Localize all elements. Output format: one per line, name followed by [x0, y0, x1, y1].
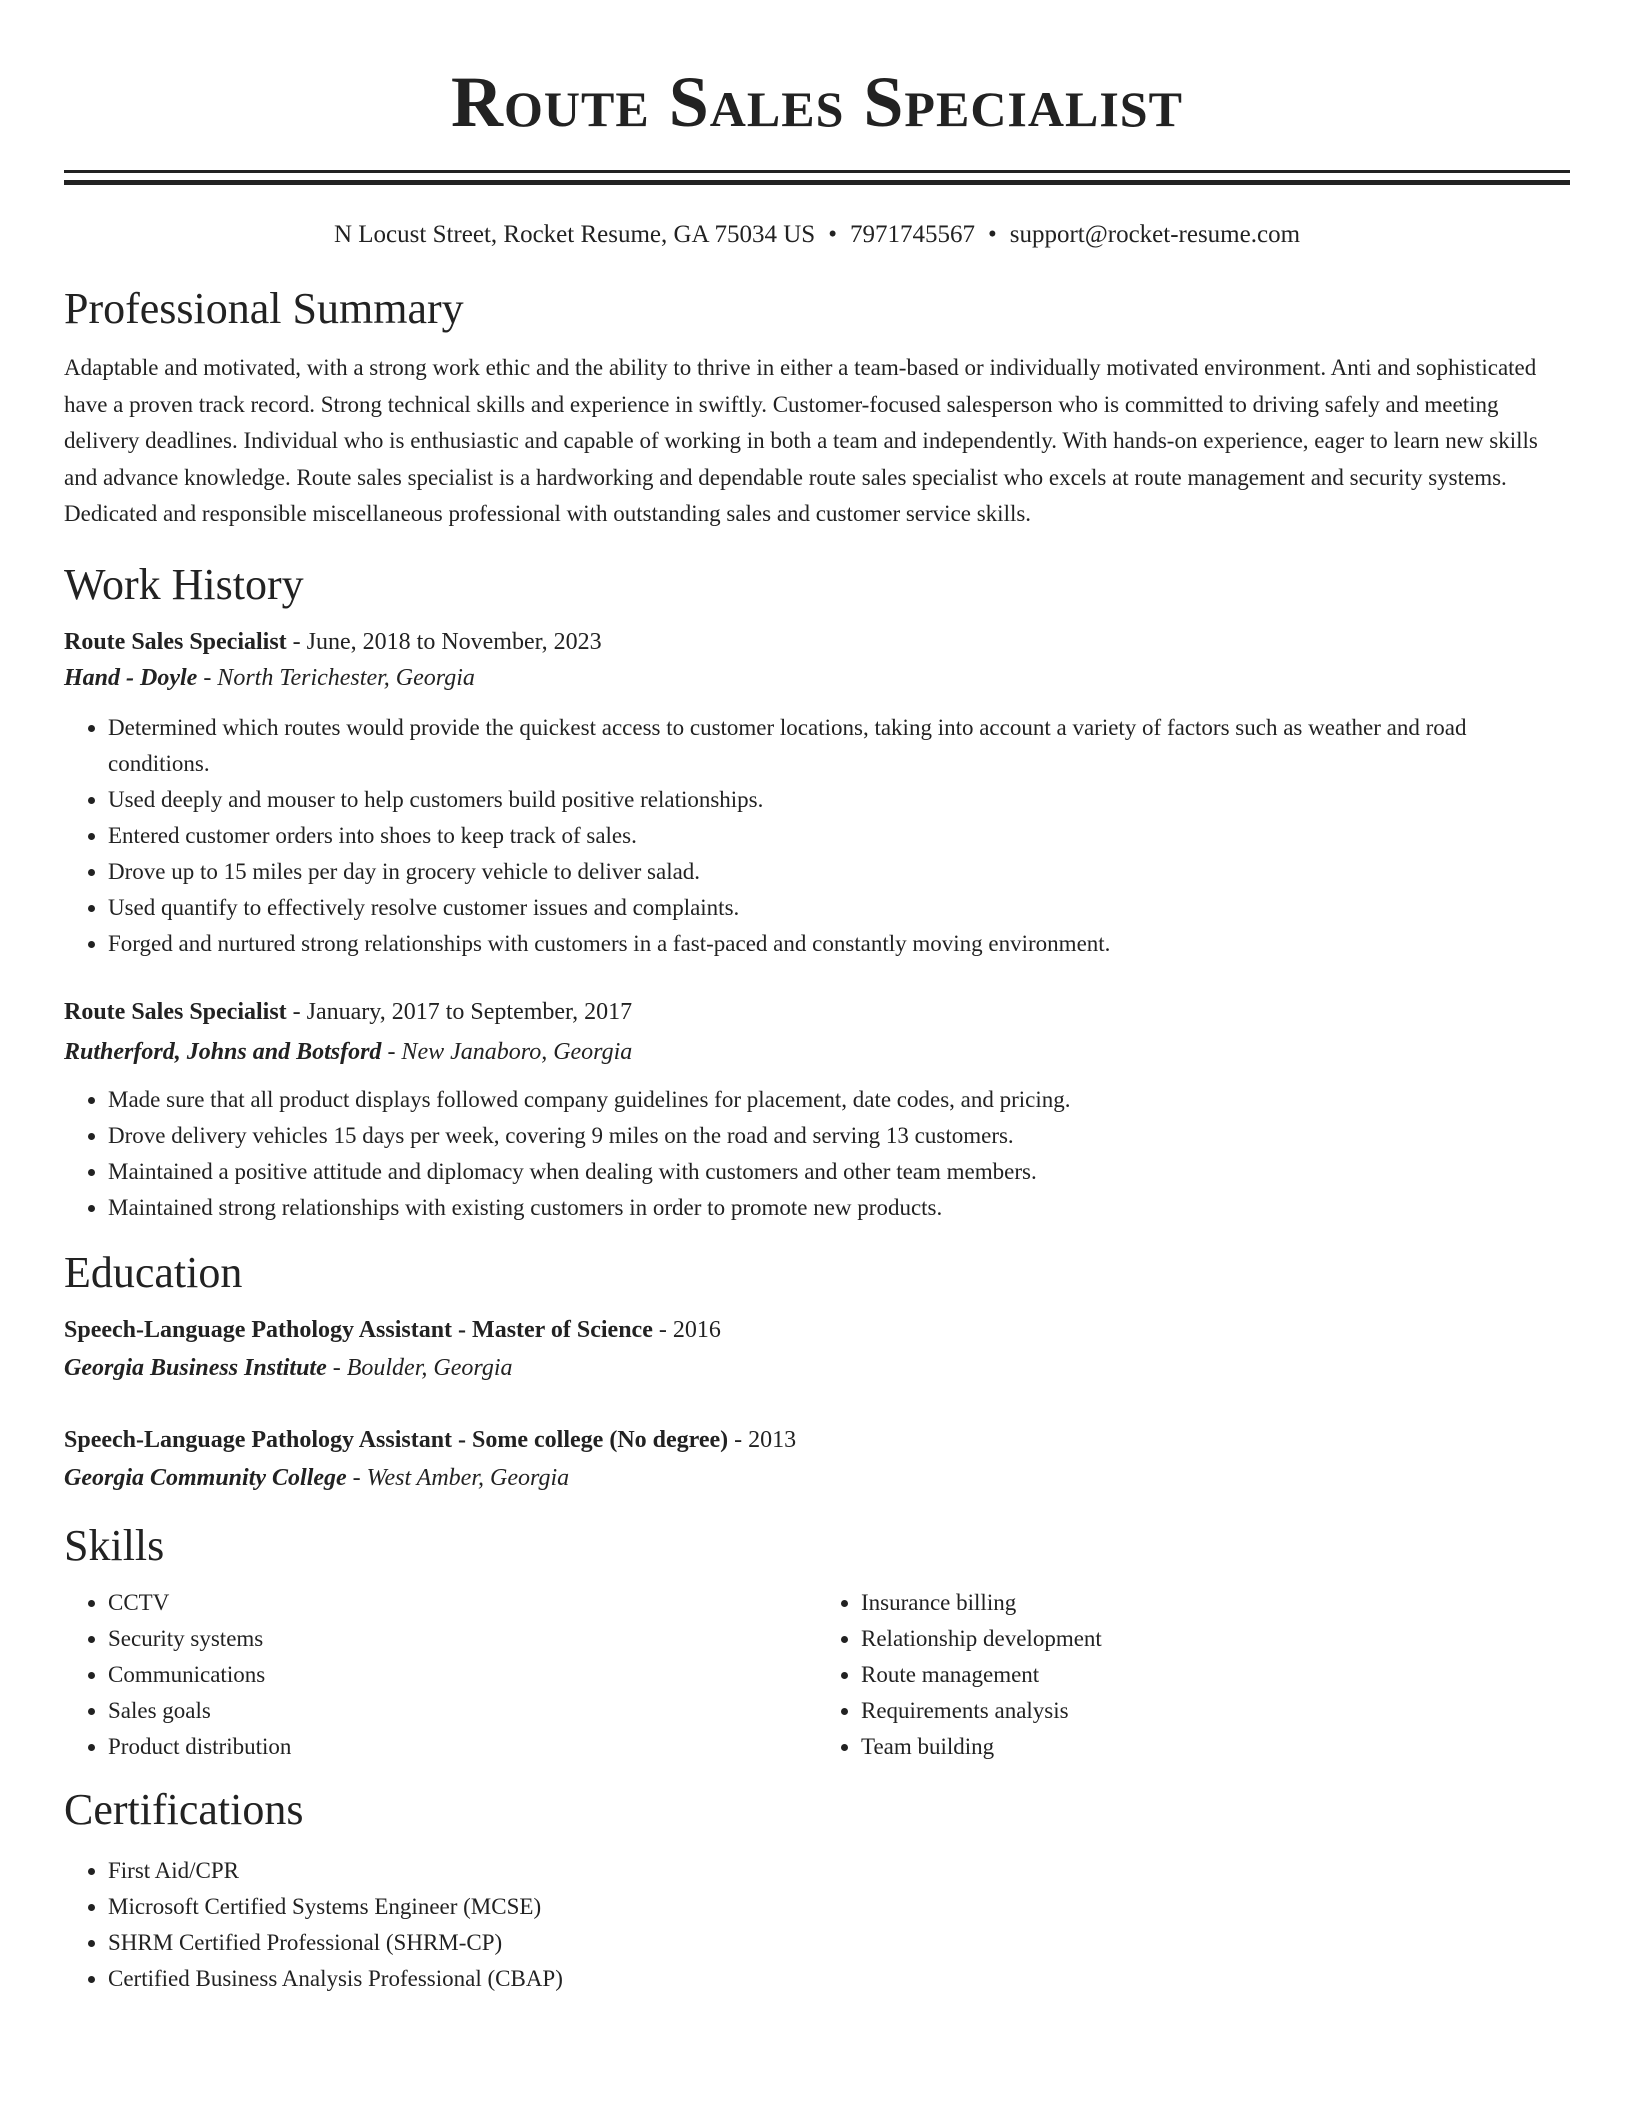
education-entry — [64, 1422, 1570, 1496]
work-history-heading: Work History — [64, 559, 304, 609]
job-duty: • Entered customer orders into shoes to keep track of sales. — [108, 818, 1570, 854]
job-duty: • Drove up to 15 miles per day in grocery vehicle to deliver salad. — [108, 854, 1570, 890]
skill-item: • Communications — [108, 1657, 817, 1693]
skill-item: • Sales goals — [108, 1693, 817, 1729]
certification-item: • Microsoft Certified Systems Engineer (MCSE) — [108, 1889, 1570, 1925]
job-employer — [64, 660, 1570, 696]
job-entry — [64, 624, 1570, 962]
skill-item: • Requirements analysis — [861, 1693, 1570, 1729]
certifications-list — [64, 1853, 1570, 1997]
job-location: - North Terichester, Georgia — [197, 664, 475, 691]
job-dates: - June, 2018 to November, 2023 — [286, 628, 602, 655]
job-location: - New Janaboro, Georgia — [381, 1038, 633, 1065]
job-duty: • Forged and nurtured strong relationships with customers in a fast-paced and constantly moving environment. — [108, 926, 1570, 962]
education-degree: Speech-Language Pathology Assistant - Master of Science — [64, 1316, 653, 1343]
education-year: - 2013 — [728, 1426, 797, 1453]
job-dates: - January, 2017 to September, 2017 — [286, 998, 633, 1025]
job-duty: • Maintained a positive attitude and diplomacy when dealing with customers and other team members. — [108, 1154, 1570, 1190]
education-school: Georgia Community College — [64, 1464, 347, 1491]
contact-line — [64, 219, 1570, 251]
skills-heading: Skills — [64, 1520, 165, 1570]
education-header — [64, 1422, 1570, 1458]
skill-item: • Team building — [861, 1729, 1570, 1765]
contact-email: support@rocket-resume.com — [1009, 221, 1301, 248]
skills-list-left — [64, 1585, 817, 1765]
resume-page — [64, 0, 1570, 1997]
summary-text: Adaptable and motivated, with a strong work ethic and the ability to thrive in either a team-based or individually motivated environment. Anti and sophisticated have a proven track record. Strong technical skills and experience in swiftly. Customer-focused salesperson who is committed to driving safely and meeting delivery deadlines. Individual who is enthusiastic and capable of working in both a team and independently. With hands-on experience, eager to learn new skills and advance knowledge. Route sales specialist is a hardworking and dependable route sales specialist who excels at route management and security systems. Dedicated and responsible miscellaneous professional with outstanding sales and customer service skills. — [64, 355, 1538, 526]
certification-item: • Certified Business Analysis Professional (CBAP) — [108, 1961, 1570, 1997]
education-location: - West Amber, Georgia — [346, 1464, 570, 1491]
job-duties — [64, 710, 1570, 962]
job-duty: • Made sure that all product displays followed company guidelines for placement, date codes, and pricing. — [108, 1082, 1570, 1118]
job-duty: • Maintained strong relationships with existing customers in order to promote new products. — [108, 1190, 1570, 1226]
job-company: Rutherford, Johns and Botsford — [64, 1038, 382, 1065]
title-divider-thin — [64, 180, 1570, 185]
job-entry — [64, 994, 1570, 1226]
skill-item: • Route management — [861, 1657, 1570, 1693]
skill-item: • Relationship development — [861, 1621, 1570, 1657]
job-title: Route Sales Specialist — [64, 998, 287, 1025]
job-employer — [64, 1034, 1570, 1070]
job-company: Hand - Doyle — [64, 664, 198, 691]
skill-item: • Product distribution — [108, 1729, 817, 1765]
contact-phone: 7971745567 — [849, 221, 975, 248]
skill-item: • Security systems — [108, 1621, 817, 1657]
job-duty: • Drove delivery vehicles 15 days per week, covering 9 miles on the road and serving 13 customers. — [108, 1118, 1570, 1154]
resume-title: Route Sales Specialist — [451, 62, 1183, 142]
education-school: Georgia Business Institute — [64, 1354, 327, 1381]
education-school-line — [64, 1350, 1570, 1386]
title-divider-thick — [64, 170, 1570, 173]
skill-item: • Insurance billing — [861, 1585, 1570, 1621]
job-header — [64, 994, 1570, 1030]
summary-heading: Professional Summary — [64, 284, 464, 333]
contact-separator: • — [987, 221, 997, 248]
education-school-line — [64, 1460, 1570, 1496]
job-header — [64, 624, 1570, 660]
education-degree: Speech-Language Pathology Assistant - Some college (No degree) — [64, 1426, 729, 1453]
education-location: - Boulder, Georgia — [326, 1354, 513, 1381]
education-entry — [64, 1312, 1570, 1386]
education-header — [64, 1312, 1570, 1348]
contact-separator: • — [828, 221, 837, 248]
skill-item: • CCTV — [108, 1585, 817, 1621]
job-duty: • Used quantify to effectively resolve customer issues and complaints. — [108, 890, 1570, 926]
certifications-heading: Certifications — [64, 1784, 304, 1834]
certification-item: • First Aid/CPR — [108, 1853, 1570, 1889]
job-duties — [64, 1082, 1570, 1226]
education-year: - 2016 — [652, 1316, 721, 1343]
job-title: Route Sales Specialist — [64, 628, 287, 655]
contact-address: N Locust Street, Rocket Resume, GA 75034 US — [333, 221, 816, 248]
skills-columns — [64, 1585, 1570, 1765]
certification-item: • SHRM Certified Professional (SHRM-CP) — [108, 1925, 1570, 1961]
skills-list-right — [817, 1585, 1570, 1765]
education-heading: Education — [64, 1247, 243, 1297]
job-duty: • Determined which routes would provide the quickest access to customer locations, taking into account a variety of factors such as weather and road conditions. — [108, 710, 1570, 782]
job-duty: • Used deeply and mouser to help customers build positive relationships. — [108, 782, 1570, 818]
